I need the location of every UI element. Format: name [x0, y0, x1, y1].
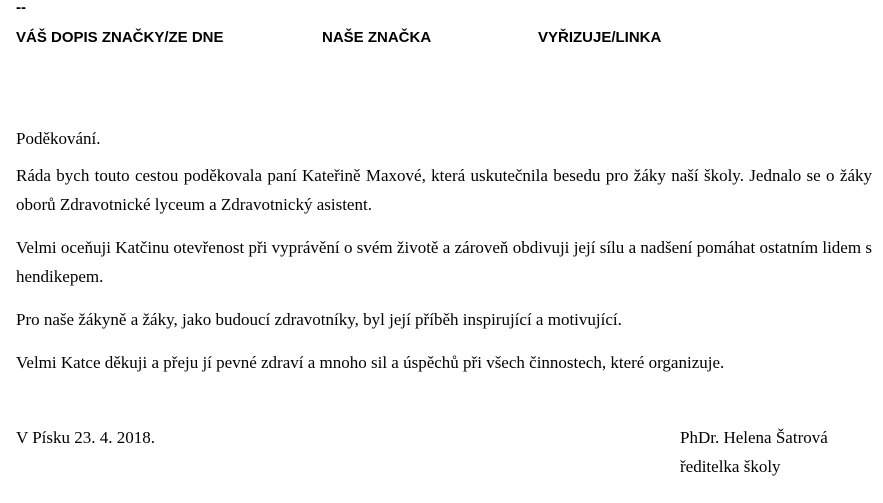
signature-title: ředitelka školy [680, 457, 781, 476]
place-and-date: V Písku 23. 4. 2018. [16, 428, 156, 447]
letter-paragraph: Velmi Katce děkuji a přeju jí pevné zdraví a mnoho sil a úspěchů při všech činnostech, které organizuje. [16, 353, 725, 372]
letter-paragraph: Pro naše žákyně a žáky, jako budoucí zdravotníky, byl její příběh inspirující a motivující. [16, 310, 622, 329]
signature-block [680, 423, 828, 481]
our-ref-label: NAŠE ZNAČKA [322, 29, 432, 46]
letterhead-reference-row [0, 28, 883, 48]
your-letter-ref-label: VÁŠ DOPIS ZNAČKY/ZE DNE [16, 29, 224, 46]
signature-name: PhDr. Helena Šatrová [680, 428, 828, 447]
letter-paragraph: Velmi oceňuji Katčinu otevřenost při vyprávění o svém životě a zároveň obdivuji její sílu a nadšení pomáhat ostatním lidem s hendikepem. [16, 238, 872, 286]
letter-paragraph: Ráda bych touto cestou poděkovala paní Kateřině Maxové, která uskutečnila besedu pro žáky naší školy. Jednalo se o žáky oborů Zdravotnické lyceum a Zdravotnický asistent. [16, 166, 872, 214]
header-dash: -- [16, 0, 26, 16]
letter-subject: Poděkování. [16, 129, 101, 148]
handled-by-label: VYŘIZUJE/LINKA [538, 29, 662, 46]
